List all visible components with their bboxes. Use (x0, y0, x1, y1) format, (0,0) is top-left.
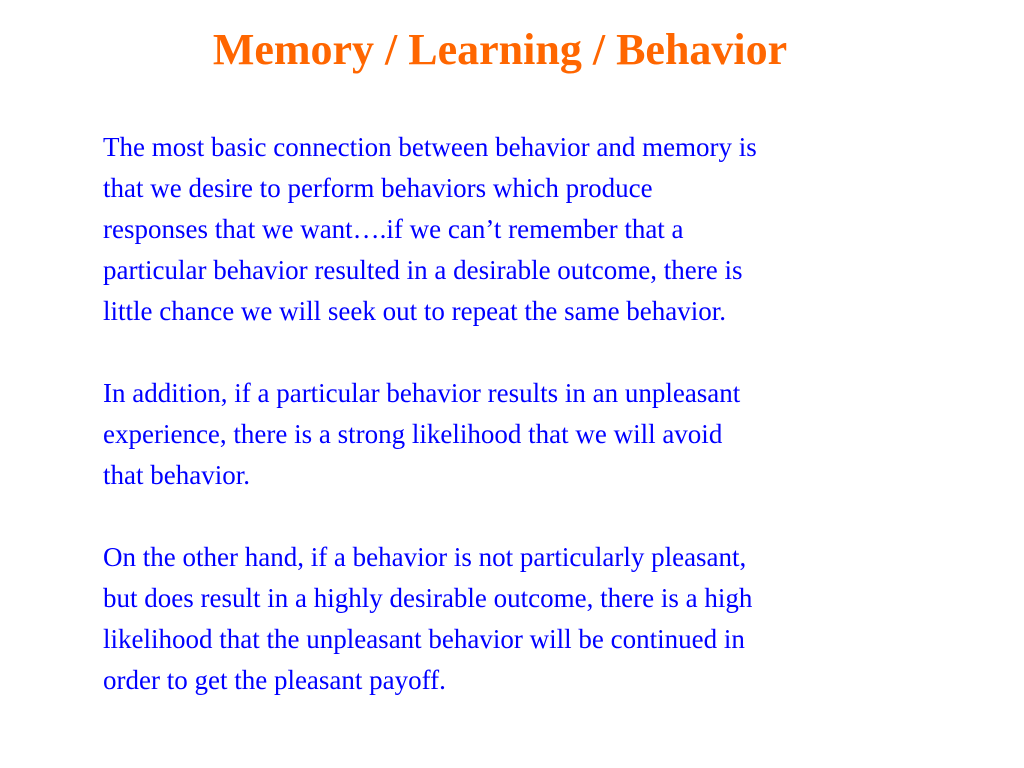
paragraph-line: particular behavior resulted in a desirable outcome, there is (103, 255, 743, 285)
paragraph-line: In addition, if a particular behavior results in an unpleasant (103, 378, 741, 408)
paragraph-1 (103, 127, 953, 332)
paragraph-line: order to get the pleasant payoff. (103, 665, 446, 695)
paragraph-3 (103, 537, 953, 701)
paragraph-line: that behavior. (103, 460, 250, 490)
paragraph-line: The most basic connection between behavior and memory is (103, 132, 757, 162)
paragraph-line: that we desire to perform behaviors which produce (103, 173, 653, 203)
paragraph-line: responses that we want….if we can’t remember that a (103, 214, 684, 244)
slide-title: Memory / Learning / Behavior (212, 25, 788, 74)
slide-body (103, 127, 953, 742)
paragraph-line: experience, there is a strong likelihood that we will avoid (103, 419, 723, 449)
paragraph-line: On the other hand, if a behavior is not particularly pleasant, (103, 542, 747, 572)
paragraph-line: but does result in a highly desirable outcome, there is a high (103, 583, 753, 613)
paragraph-line: likelihood that the unpleasant behavior will be continued in (103, 624, 745, 654)
paragraph-2 (103, 373, 953, 496)
paragraph-line: little chance we will seek out to repeat the same behavior. (103, 296, 727, 326)
